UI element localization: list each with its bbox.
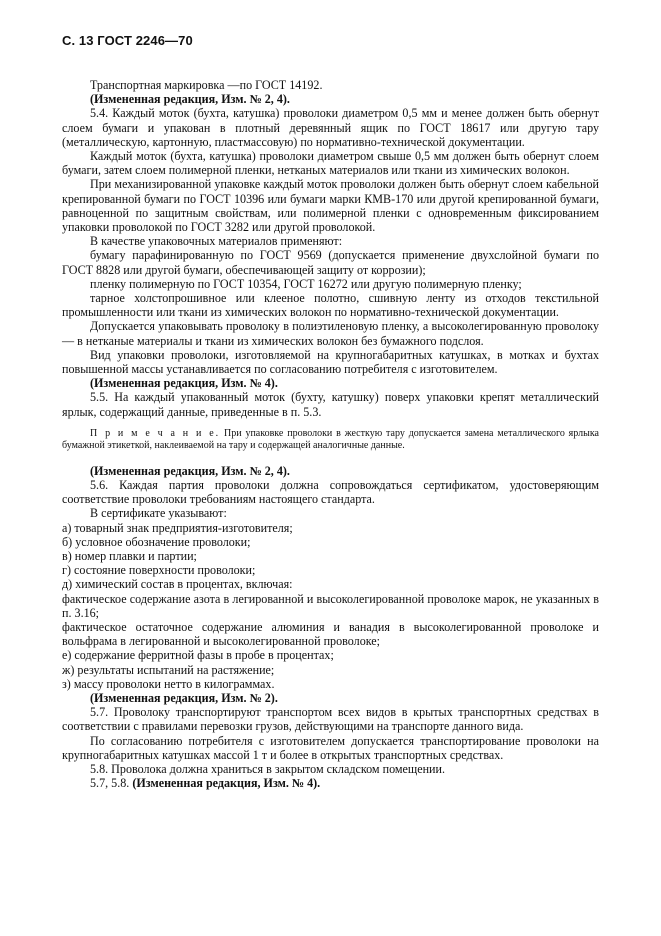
list-item: е) содержание ферритной фазы в пробе в процентах; — [62, 648, 334, 663]
final-revision-note: (Измененная редакция, Изм. № 4). — [132, 776, 321, 791]
list-item: пленку полимерную по ГОСТ 10354, ГОСТ 16272 или другую полимерную пленку; — [90, 276, 522, 291]
list-item: ж) результаты испытаний на растяжение; — [62, 662, 275, 677]
note-label: П р и м е ч а н и е. — [90, 427, 221, 439]
paragraph: По согласованию потребителя с изготовителем допускается транспортирование проволоки на крупногабаритных катушках массой 1 т и более в открытых транспортных средствах. — [62, 733, 599, 762]
note-block — [62, 428, 599, 453]
revision-note: (Измененная редакция, Изм. № 2). — [90, 690, 278, 705]
clause-5-7: 5.7. Проволоку транспортируют транспортом всех видов в крытых транспортных средствах в соответствии с правилами перевозки грузов, действующими на транспорте данного вида. — [62, 705, 599, 734]
document-body — [62, 78, 599, 790]
paragraph: При механизированной упаковке каждый моток проволоки должен быть обернут слоем кабельной крепированной бумаги по ГОСТ 10396 или бумаги марки КМВ-170 или другой крепированной бумаги, равноценной по защитным свойствам, или полимерной пленки с одновременным фиксированием упаковки проволокой по ГОСТ 3282 или другой проволокой. — [62, 177, 599, 235]
list-item: бумагу парафинированную по ГОСТ 9569 (допускается применение двухслойной бумаги по ГОСТ 8828 или другой бумаги, обеспечивающей защиту от коррозии); — [62, 248, 599, 277]
list-item: тарное холстопрошивное или клееное полотно, сшивную ленту из отходов текстильной промышленности или ткани из химических волокон по нормативно-технической документации. — [62, 291, 599, 320]
note-text: При упаковке проволоки в жесткую тару допускается замена металлического ярлыка бумажной этикеткой, наклеиваемой на тару и содержащей аналогичные данные. — [62, 427, 599, 452]
paragraph: Вид упаковки проволоки, изготовляемой на крупногабаритных катушках, в мотках и бухтах повышенной массы устанавливается по согласованию потребителя с изготовителем. — [62, 347, 599, 377]
list-item: фактическое остаточное содержание алюминия и ванадия в высоколегированной проволоке и вольфрама в легированной и высоколегированной проволоке; — [62, 619, 599, 649]
list-item: г) состояние поверхности проволоки; — [62, 563, 256, 578]
clause-5-6: 5.6. Каждая партия проволоки должна сопровождаться сертификатом, удостоверяющим соответствие проволоки требованиям настоящего стандарта. — [62, 477, 599, 507]
list-item: фактическое содержание азота в легированной и высоколегированной проволоке марок, не указанных в п. 3.16; — [62, 591, 599, 620]
list-item: в) номер плавки и партии; — [62, 548, 197, 563]
list-item: з) массу проволоки нетто в килограммах. — [62, 676, 275, 691]
revision-note: (Измененная редакция, Изм. № 2, 4). — [90, 463, 290, 478]
revision-note: (Измененная редакция, Изм. № 2, 4). — [90, 92, 290, 107]
paragraph: В качестве упаковочных материалов применяют: — [90, 234, 343, 249]
page-header: С. 13 ГОСТ 2246—70 — [62, 33, 193, 48]
list-item: а) товарный знак предприятия-изготовителя; — [62, 520, 293, 535]
final-revision-line — [62, 776, 599, 790]
paragraph: Каждый моток (бухта, катушка) проволоки диаметром свыше 0,5 мм должен быть обернут слоем бумаги, затем слоем полимерной пленки, нетканых материалов или ткани из химических волокон. — [62, 149, 599, 178]
list-item: б) условное обозначение проволоки; — [62, 534, 251, 549]
clause-5-8: 5.8. Проволока должна храниться в закрытом складском помещении. — [90, 761, 446, 776]
final-revision-prefix: 5.7, 5.8. — [90, 776, 130, 791]
revision-note: (Измененная редакция, Изм. № 4). — [90, 376, 278, 391]
paragraph: Допускается упаковывать проволоку в полиэтиленовую пленку, а высоколегированную проволоку — в нетканые материалы и ткани из химических волокон без бумажного подслоя. — [62, 319, 599, 348]
paragraph-transport-marking: Транспортная маркировка —по ГОСТ 14192. — [90, 78, 323, 92]
clause-5-4: 5.4. Каждый моток (бухта, катушка) проволоки диаметром 0,5 мм и менее должен быть обернут слоем бумаги и упакован в плотный деревянный ящик по ГОСТ 18617 или другую тару (металлическую, картонную, пластмассовую) по нормативно-технической документации. — [62, 106, 599, 149]
clause-5-5: 5.5. На каждый упакованный моток (бухту, катушку) поверх упаковки крепят металлический ярлык, содержащий данные, приведенные в п. 5.3. — [62, 390, 599, 419]
paragraph: В сертификате указывают: — [90, 506, 227, 521]
list-item: д) химический состав в процентах, включая: — [62, 577, 293, 592]
